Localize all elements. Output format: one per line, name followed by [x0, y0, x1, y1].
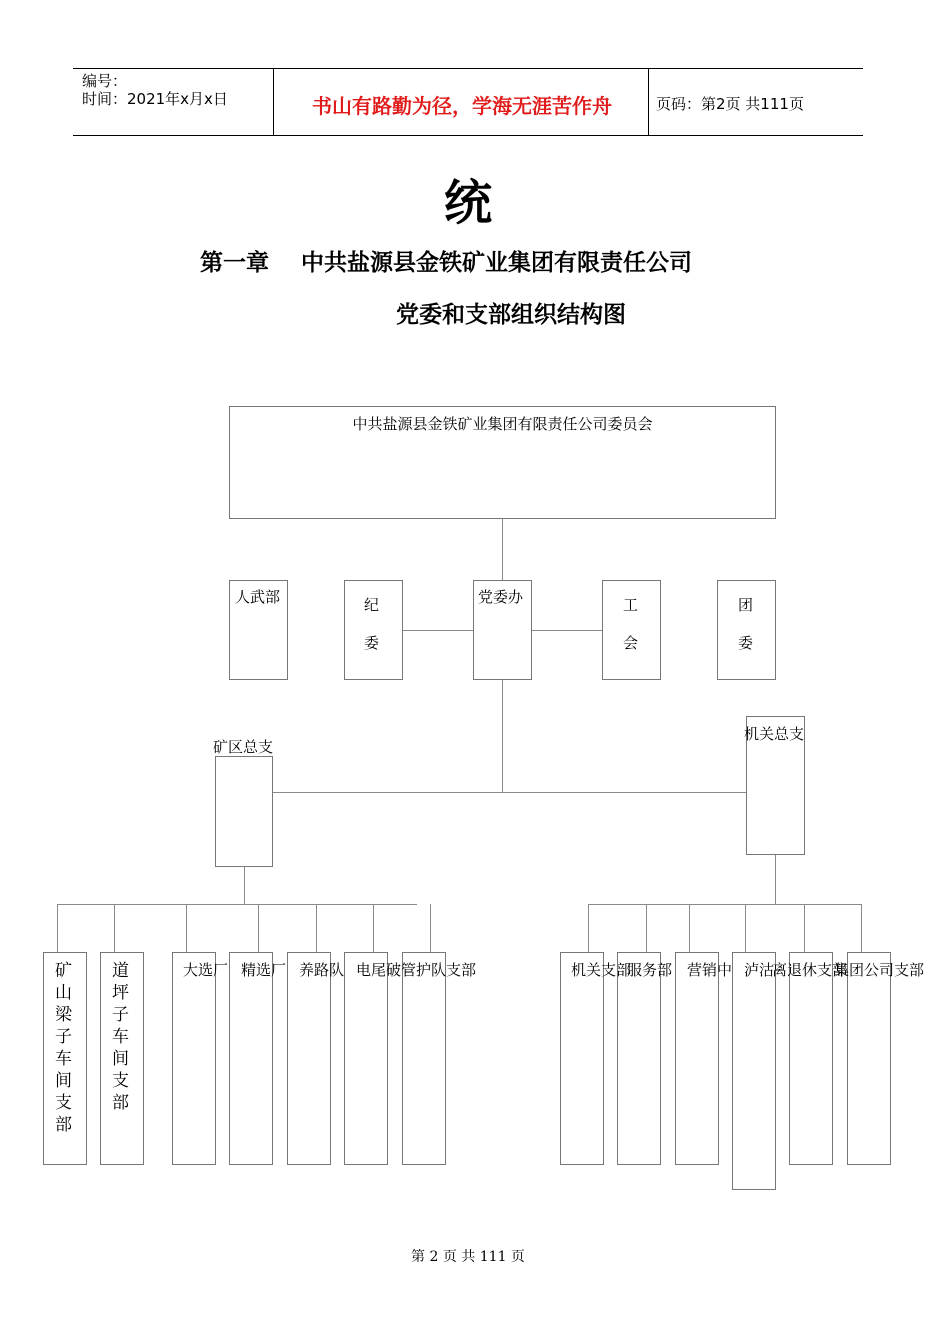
box-mine-unit-3: [172, 952, 216, 1165]
connector: [502, 519, 503, 580]
label-office-branch: 机关总支: [744, 725, 805, 743]
chart-subtitle: 党委和支部组织结构图: [396, 302, 626, 328]
connector: [57, 904, 417, 905]
label-gonghui: 工会: [623, 596, 639, 652]
connector: [588, 904, 862, 905]
label-office-unit-5: 离退休支部: [772, 961, 848, 979]
label-office-unit-2: 服务部: [627, 961, 673, 979]
label-mine-unit-7: 破管护队支部: [386, 961, 477, 979]
box-office-unit-3: [675, 952, 719, 1165]
connector: [273, 792, 747, 793]
box-office-unit-5: [789, 952, 833, 1165]
label-mine-unit-6: 电尾: [356, 961, 387, 979]
page-footer: 第 2 页 共 111 页: [411, 1249, 525, 1265]
chapter-title: 第一章 中共盐源县金铁矿业集团有限责任公司: [200, 250, 693, 276]
connector: [403, 630, 473, 631]
connector: [502, 680, 503, 792]
connector: [373, 904, 374, 952]
box-office-unit-1: [560, 952, 604, 1165]
box-office-unit-2: [617, 952, 661, 1165]
label-renwu: 人武部: [235, 588, 281, 606]
connector: [745, 904, 746, 952]
connector: [804, 904, 805, 952]
connector: [258, 904, 259, 952]
label-office-unit-3: 营销中: [687, 961, 733, 979]
connector: [689, 904, 690, 952]
box-mine-unit-6: [344, 952, 388, 1165]
connector: [57, 904, 58, 952]
connector: [646, 904, 647, 952]
serial-label: 编号：: [82, 72, 128, 90]
label-office-unit-4: 泸沽: [744, 961, 775, 979]
label-tuanwei: 团委: [738, 596, 754, 652]
connector: [775, 855, 776, 904]
box-mine-unit-7: [402, 952, 446, 1165]
label-mine-branch: 矿区总支: [213, 738, 274, 756]
connector: [861, 904, 862, 952]
label-dangweiban: 党委办: [478, 588, 524, 606]
label-mine-unit-1: 矿山梁子车间支部: [55, 961, 72, 1135]
label-mine-unit-3: 大选厂: [183, 961, 229, 979]
connector: [316, 904, 317, 952]
connector: [532, 630, 602, 631]
box-mine-unit-5: [287, 952, 331, 1165]
box-mine-unit-4: [229, 952, 273, 1165]
box-office-unit-4: [732, 952, 776, 1190]
label-jiwei: 纪委: [364, 596, 380, 652]
motto: 书山有路勤为径，学海无涯苦作舟: [312, 94, 612, 118]
label-office-unit-6: 集团公司支部: [834, 961, 925, 979]
label-mine-unit-2: 道坪子车间支部: [112, 961, 129, 1113]
label-mine-unit-5: 养路队: [299, 961, 345, 979]
label-office-unit-1: 机关支部: [571, 961, 632, 979]
label-mine-unit-4: 精选厂: [241, 961, 287, 979]
page-info: 页码：第2页 共111页: [656, 95, 804, 113]
connector: [114, 904, 115, 952]
root-label: 中共盐源县金铁矿业集团有限责任公司委员会: [352, 415, 653, 433]
date-label: 时间：2021年x月x日: [82, 90, 228, 108]
connector: [430, 904, 431, 952]
box-mine-branch: [215, 756, 273, 867]
connector: [186, 904, 187, 952]
big-character: 统: [443, 175, 492, 231]
connector: [244, 867, 245, 904]
connector: [588, 904, 589, 952]
box-office-unit-6: [847, 952, 891, 1165]
